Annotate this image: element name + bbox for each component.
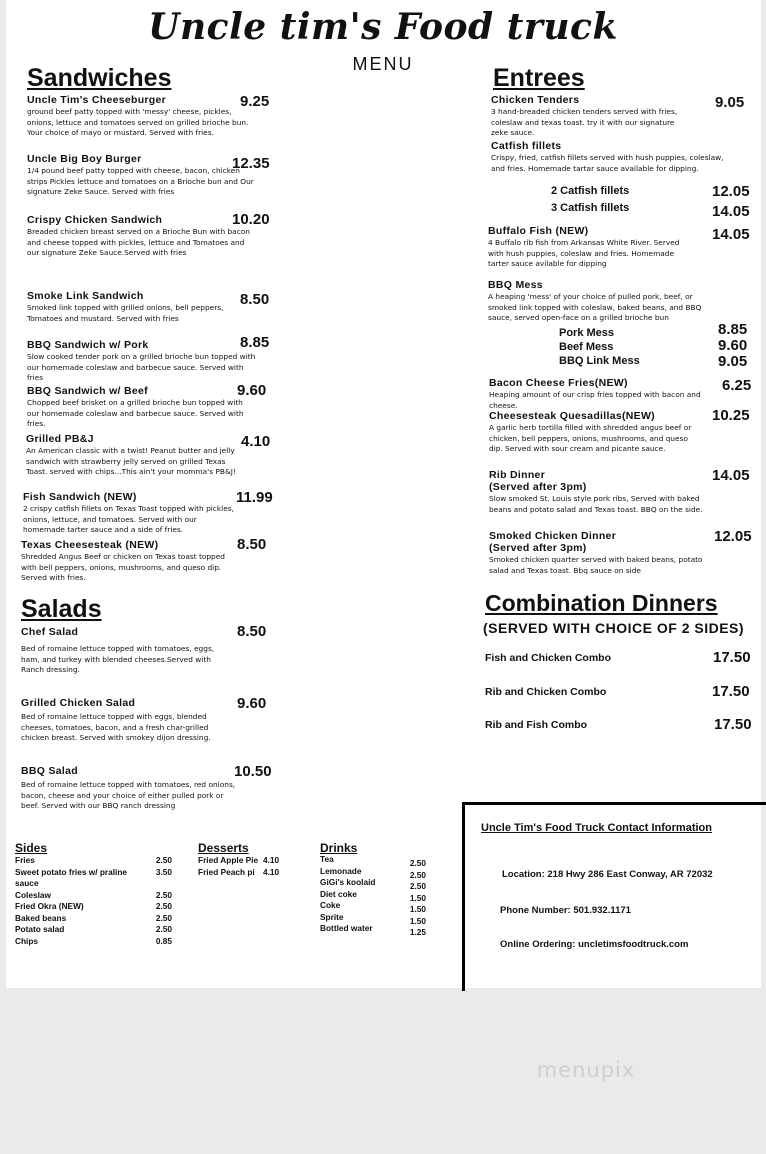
desserts-prices xyxy=(263,855,279,878)
dessert-price: 4.10 xyxy=(263,855,280,865)
drink-item: Lemonade xyxy=(320,865,362,876)
item-name: Uncle Big Boy Burger xyxy=(27,153,142,165)
menu-item xyxy=(21,626,226,676)
menu-item xyxy=(21,539,233,584)
menu-item xyxy=(489,469,704,515)
item-note: (Served after 3pm) xyxy=(489,542,587,554)
item-name: Smoked Chicken Dinner xyxy=(489,530,617,542)
menu-item xyxy=(489,530,704,576)
option-price: 14.05 xyxy=(712,203,750,220)
item-price: 9.60 xyxy=(237,382,267,399)
sides-list xyxy=(15,855,140,947)
item-price: 8.50 xyxy=(237,536,267,553)
item-price: 14.05 xyxy=(712,467,750,484)
item-price: 10.50 xyxy=(234,763,272,780)
item-name: BBQ Sandwich w/ Beef xyxy=(27,385,148,397)
menu-item xyxy=(491,140,731,174)
drink-price: 1.25 xyxy=(409,927,426,937)
drink-item: GiGi's koolaid xyxy=(320,877,376,887)
item-price: 8.50 xyxy=(240,291,270,308)
drink-item: Tea xyxy=(320,854,334,864)
item-description: 4 Buffalo rib fish from Arkansas White River. Served with hush puppies, coleslaw and fries. Homemade tarter sauce avilable for dipping xyxy=(488,238,680,269)
item-description: Smoked link topped with grilled onions, bell peppers, Tomatoes and mustard. Served with fries xyxy=(27,303,224,323)
dessert-price: 4.10 xyxy=(263,866,280,877)
menu-item xyxy=(491,94,691,139)
option-label: 2 Catfish fillets xyxy=(551,185,630,197)
drink-price: 2.50 xyxy=(409,858,426,868)
item-description: Slow smoked St. Louis style pork ribs, Served with baked beans and potato salad and Texas toast. BBQ on the side. xyxy=(489,494,703,514)
side-item: Coleslaw xyxy=(15,889,51,900)
item-description: Slow cooked tender pork on a grilled brioche bun topped with our homemade coleslaw and barbecue sauce. Served with fries xyxy=(27,352,256,383)
item-price: 10.25 xyxy=(712,407,750,424)
item-name: BBQ Sandwich w/ Pork xyxy=(27,339,149,351)
item-price: 9.05 xyxy=(715,94,745,111)
item-description: Bed of romaine lettuce topped with eggs, blended cheeses, tomatoes, bacon, and a fresh char-grilled chicken breast. Served with smokey dijon dressing. xyxy=(21,712,211,743)
contact-heading: Uncle Tim's Food Truck Contact Information xyxy=(481,822,712,834)
combo-price: 17.50 xyxy=(714,716,752,733)
item-name: Catfish fillets xyxy=(491,140,562,152)
side-price: 3.50 xyxy=(155,866,172,877)
combos-heading: Combination Dinners xyxy=(485,590,718,616)
item-name: Texas Cheesesteak (NEW) xyxy=(21,539,159,551)
menu-item xyxy=(27,290,257,324)
sides-heading: Sides xyxy=(15,841,48,855)
option-label: Beef Mess xyxy=(559,341,614,353)
item-note: (Served after 3pm) xyxy=(489,481,587,493)
item-price: 8.85 xyxy=(240,334,270,351)
item-price: 12.05 xyxy=(714,528,752,545)
side-price: 2.50 xyxy=(155,924,172,934)
option-label: BBQ Link Mess xyxy=(559,355,640,367)
spacer xyxy=(140,878,172,890)
combo-name: Fish and Chicken Combo xyxy=(485,652,612,664)
drink-price: 1.50 xyxy=(409,892,426,903)
menu-item xyxy=(489,410,699,455)
item-price: 10.20 xyxy=(232,211,270,228)
dessert-item: Fried Apple Pie xyxy=(198,855,259,865)
drink-price: 1.50 xyxy=(409,904,426,914)
item-name: Chef Salad xyxy=(21,626,79,638)
drink-price: 2.50 xyxy=(409,869,426,880)
item-name: Bacon Cheese Fries(NEW) xyxy=(489,377,628,389)
drink-price: 2.50 xyxy=(409,881,426,891)
menu-item xyxy=(21,765,236,812)
menu-item xyxy=(27,214,257,259)
item-description: A garlic herb tortilla filled with shredded angus beef or chicken, bell peppers, onions, mushrooms, and queso dip. Served with sour cream and picante sauce. xyxy=(489,423,692,454)
combo-name: Rib and Chicken Combo xyxy=(485,686,607,698)
menu-item xyxy=(27,94,257,139)
item-description: A heaping 'mess' of your choice of pulled pork, beef, or smoked link topped with coleslaw, baked beans, and BBQ sauce, served open-face on a grilled brioche bun xyxy=(488,292,702,323)
combo-price: 17.50 xyxy=(712,683,750,700)
menu-title: Uncle tim's Food truck xyxy=(148,6,618,48)
menu-item xyxy=(27,153,257,198)
side-item: Potato salad xyxy=(15,924,65,934)
menu-subtitle: MENU xyxy=(352,54,414,74)
item-name: Grilled PB&J xyxy=(26,433,94,445)
dessert-item: Fried Peach pi xyxy=(198,866,255,877)
item-description: 3 hand-breaded chicken tenders served with fries, coleslaw and texas toast. try it with our signature zeke sauce. xyxy=(491,107,678,138)
option-price: 8.85 xyxy=(718,321,748,338)
item-price: 8.50 xyxy=(237,623,267,640)
drink-item: Bottled water xyxy=(320,923,373,933)
option-price: 9.05 xyxy=(718,353,748,370)
drink-item: Sprite xyxy=(320,911,344,922)
drinks-prices xyxy=(396,858,426,939)
menu-item xyxy=(27,339,257,384)
option-price: 9.60 xyxy=(718,337,748,354)
option-label: 3 Catfish fillets xyxy=(551,202,630,214)
item-description: Breaded chicken breast served on a Brioche Bun with bacon and cheese topped with pickles, lettuce and Tomatoes and our signature Zeke Sauce.Served with fries xyxy=(27,227,250,258)
side-price: 0.85 xyxy=(155,935,172,946)
side-item: Baked beans xyxy=(15,912,67,923)
item-description: Crispy, fried, catfish fillets served with hush puppies, coleslaw, and fries. Homemade tartar sauce available for dipping. xyxy=(491,153,724,173)
item-description: Smoked chicken quarter served with baked beans, potato salad and Texas toast. Bbq sauce on side xyxy=(489,555,703,575)
item-description: Bed of romaine lettuce topped with tomatoes, eggs, ham, and turkey with blended cheeses.Served with Ranch dressing. xyxy=(21,644,215,675)
menu-item xyxy=(21,697,221,744)
combo-price: 17.50 xyxy=(713,649,751,666)
desserts-heading: Desserts xyxy=(198,841,249,855)
drinks-list xyxy=(320,854,405,935)
item-name: Grilled Chicken Salad xyxy=(21,697,136,709)
item-name: Uncle Tim's Cheeseburger xyxy=(27,94,167,106)
item-name: Rib Dinner xyxy=(489,469,546,481)
drink-item: Coke xyxy=(320,900,341,910)
item-price: 4.10 xyxy=(241,433,271,450)
entrees-heading: Entrees xyxy=(493,64,585,92)
watermark: menupix xyxy=(536,1058,636,1082)
item-description: Heaping amount of our crisp fries topped with bacon and cheese. xyxy=(489,390,701,410)
side-price: 2.50 xyxy=(155,901,172,911)
item-name: Chicken Tenders xyxy=(491,94,580,106)
side-item: Chips xyxy=(15,935,39,946)
menu-item xyxy=(27,385,257,430)
side-item: Fried Okra (NEW) xyxy=(15,901,84,911)
item-description: Chopped beef brisket on a grilled brioche bun topped with our homemade coleslaw and barbecue sauce. Served with fries. xyxy=(27,398,244,429)
item-name: Buffalo Fish (NEW) xyxy=(488,225,589,237)
side-item: Sweet potato fries w/ praline sauce xyxy=(15,866,128,888)
combos-subheading: (SERVED WITH CHOICE OF 2 SIDES) xyxy=(483,620,745,636)
item-description: 2 crispy catfish fillets on Texas Toast topped with pickles, onions, lettuce, and tomatoes. Served with our homemade tarter sauce and a side of fries. xyxy=(23,504,234,535)
item-price: 9.60 xyxy=(237,695,267,712)
drink-item: Diet coke xyxy=(320,888,357,899)
sandwiches-heading: Sandwiches xyxy=(27,64,172,92)
item-name: Smoke Link Sandwich xyxy=(27,290,144,302)
menu-item xyxy=(489,377,704,411)
option-price: 12.05 xyxy=(712,183,750,200)
item-price: 6.25 xyxy=(722,377,752,394)
contact-location: Location: 218 Hwy 286 East Conway, AR 72032 xyxy=(502,869,713,880)
item-price: 12.35 xyxy=(232,155,270,172)
contact-online-ordering: Online Ordering: uncletimsfoodtruck.com xyxy=(500,939,689,950)
item-price: 11.99 xyxy=(236,489,273,506)
option-label: Pork Mess xyxy=(559,327,615,339)
item-name: Cheesesteak Quesadillas(NEW) xyxy=(489,410,655,422)
menu-item xyxy=(26,433,238,478)
contact-phone: Phone Number: 501.932.1171 xyxy=(500,905,631,916)
side-price: 2.50 xyxy=(155,889,172,900)
item-name: BBQ Salad xyxy=(21,765,78,777)
menu-item xyxy=(488,225,693,270)
sides-prices xyxy=(140,855,172,947)
side-price: 2.50 xyxy=(155,912,172,923)
item-name: Fish Sandwich (NEW) xyxy=(23,491,137,503)
item-description: 1/4 pound beef patty topped with cheese, bacon, chicken strips Pickles lettuce and tomatoes on a Brioche bun and Our signature Zeke Sauce. Served with fries xyxy=(27,166,254,197)
menu-item xyxy=(23,491,235,536)
item-price: 9.25 xyxy=(240,93,270,110)
drink-price: 1.50 xyxy=(409,915,426,926)
desserts-list xyxy=(198,855,268,878)
drinks-heading: Drinks xyxy=(320,841,358,855)
side-price: 2.50 xyxy=(155,855,172,865)
item-price: 14.05 xyxy=(712,226,750,243)
salads-heading: Salads xyxy=(21,595,102,623)
combo-name: Rib and Fish Combo xyxy=(485,719,588,731)
menu-item xyxy=(488,279,720,324)
item-description: ground beef patty topped with 'messy' cheese, pickles, onions, lettuce and tomatoes served on grilled brioche bun. Your choice of mayo or mustard. Served with fries. xyxy=(27,107,249,138)
item-description: An American classic with a twist! Peanut butter and jelly sandwich with strawberry jelly served on grilled Texas Toast. served with chips...This ain't your momma's PB&J! xyxy=(26,446,236,477)
item-name: BBQ Mess xyxy=(488,279,543,291)
item-name: Crispy Chicken Sandwich xyxy=(27,214,163,226)
item-description: Bed of romaine lettuce topped with tomatoes, red onions, bacon, cheese and your choice of either pulled pork or beef. Served with our BBQ ranch dressing xyxy=(21,780,236,811)
item-description: Shredded Angus Beef or chicken on Texas toast topped with bell peppers, onions, mushrooms, and queso dip. Served with fries. xyxy=(21,552,225,583)
side-item: Fries xyxy=(15,855,35,865)
